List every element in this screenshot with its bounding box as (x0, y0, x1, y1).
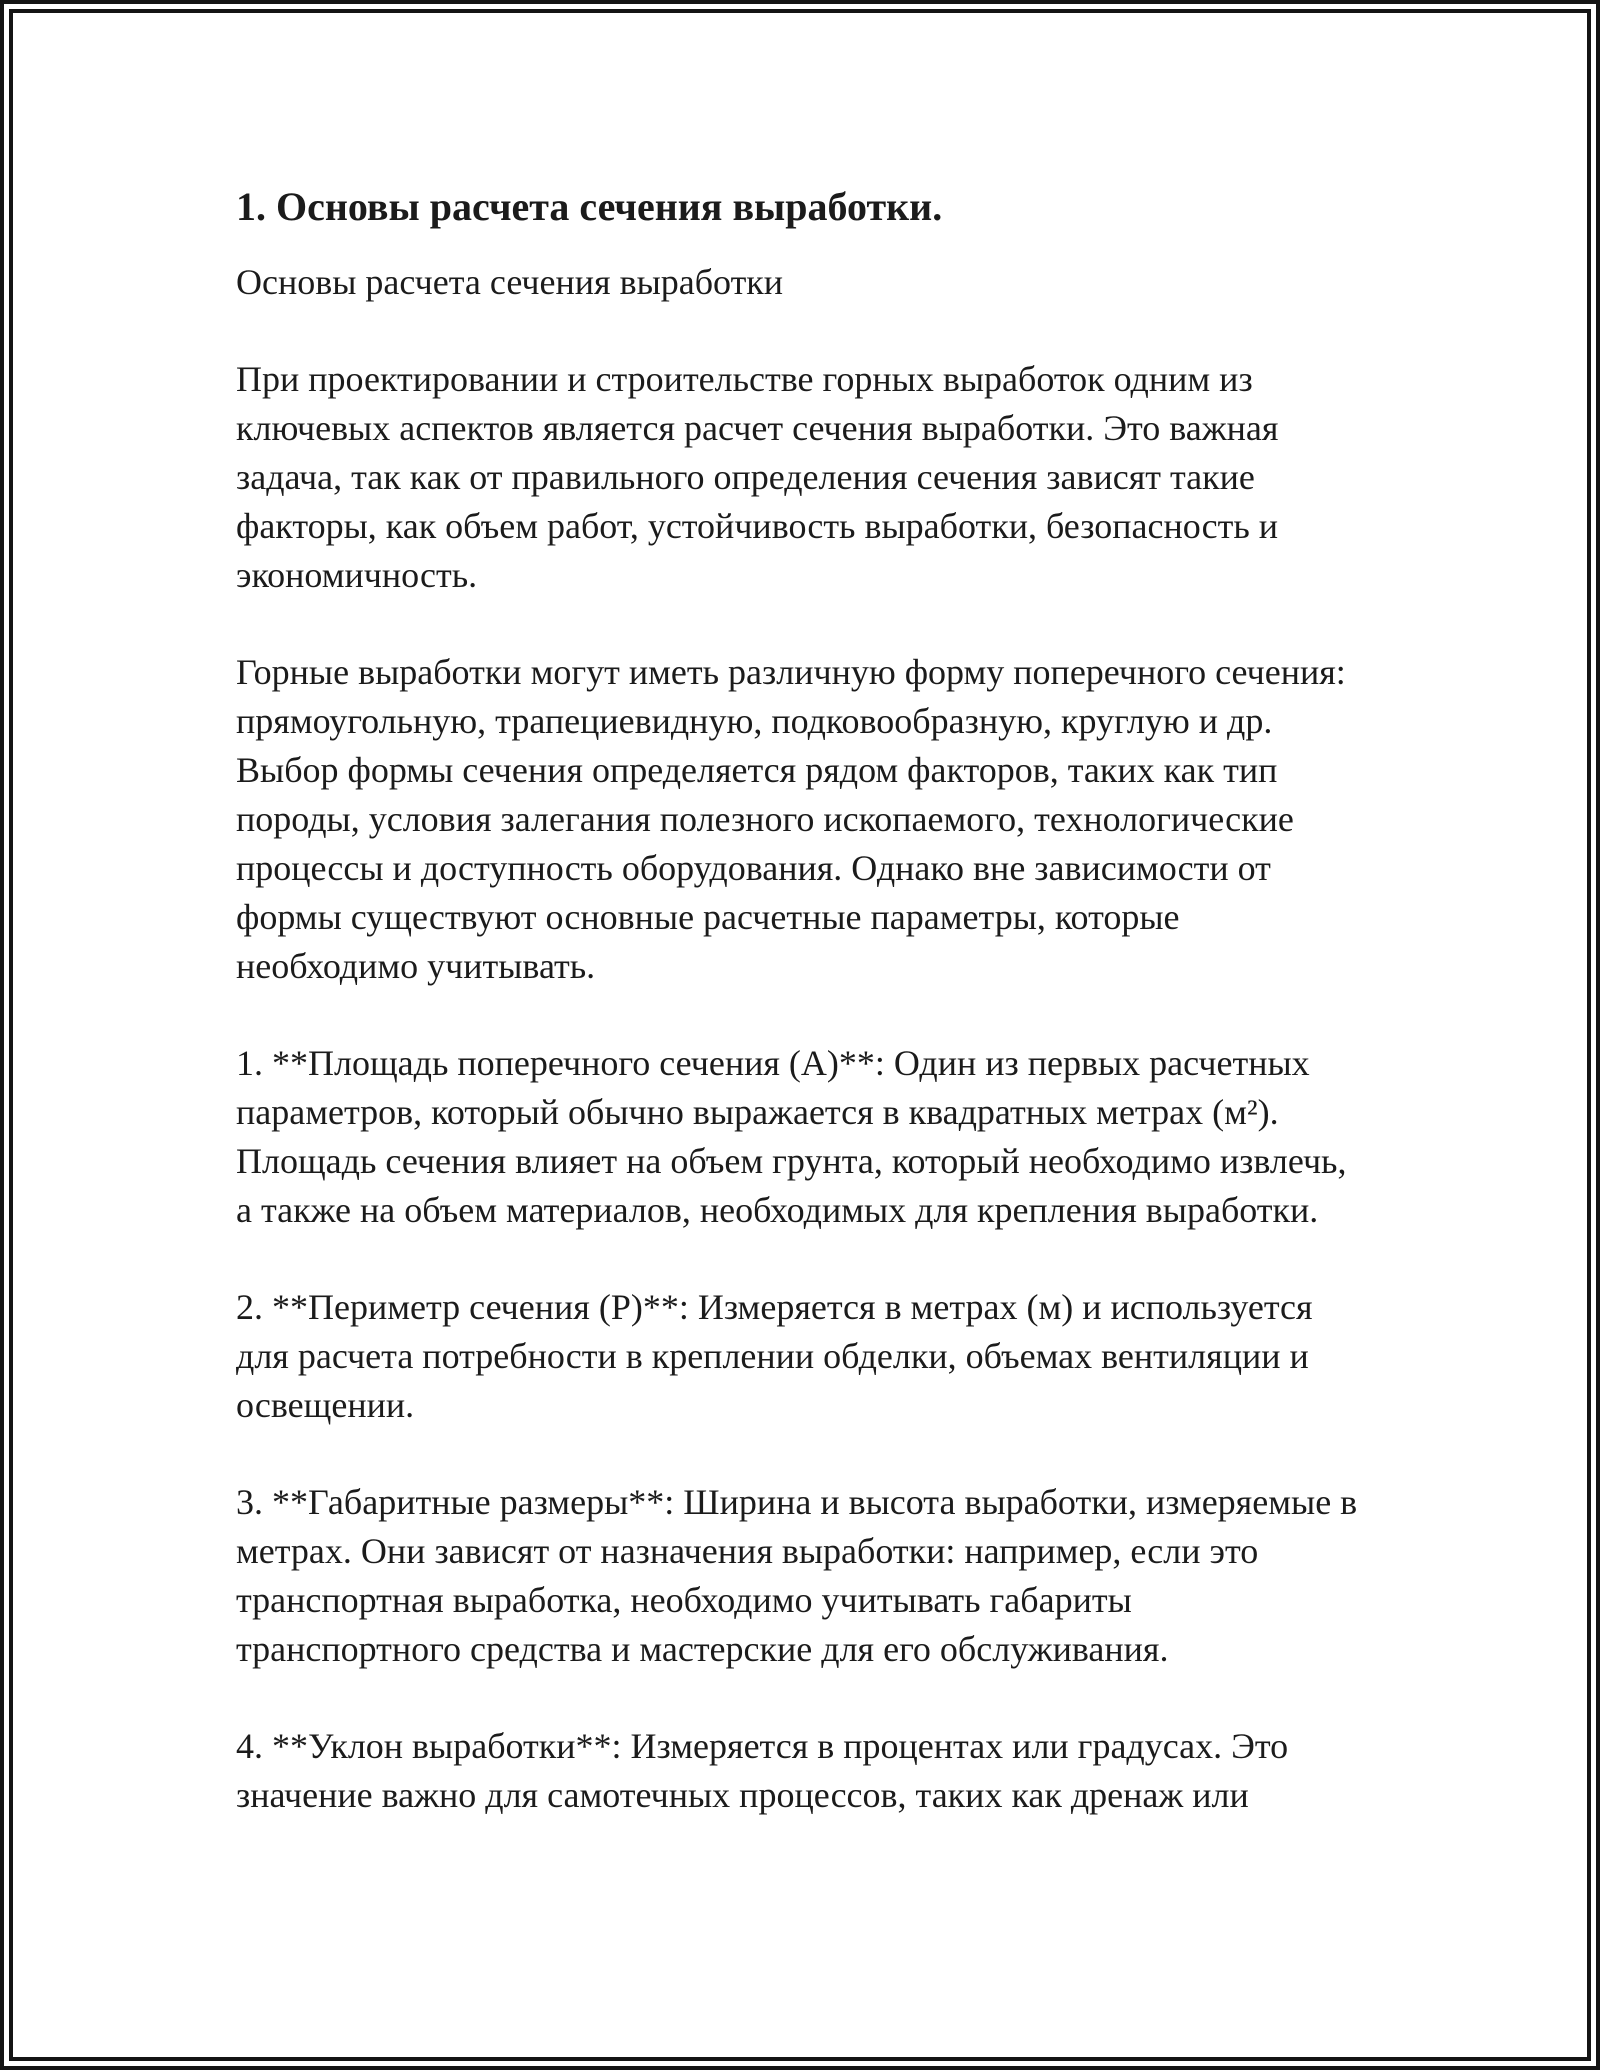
page-border-inner (9, 9, 1591, 2061)
paragraph-intro: При проектировании и строительстве горных выработок одним из ключевых аспектов является расчет сечения выработки. Это важная задача, так как от правильного определения сечения зависят такие факторы, как объем работ, устойчивость выработки, безопасность и экономичность. (236, 359, 1279, 595)
list-item-slope: 4. **Уклон выработки**: Измеряется в процентах или градусах. Это значение важно для самотечных процессов, таких как дренаж или (236, 1726, 1289, 1815)
page-title: 1. Основы расчета сечения выработки. (236, 184, 943, 229)
list-item-perimeter: 2. **Периметр сечения (P)**: Измеряется в метрах (м) и используется для расчета потребности в креплении обделки, объемах вентиляции и освещении. (236, 1287, 1313, 1425)
page-subtitle: Основы расчета сечения выработки (236, 262, 784, 302)
paragraph-section-shapes: Горные выработки могут иметь различную форму поперечного сечения: прямоугольную, трапециевидную, подковообразную, круглую и др. Выбор формы сечения определяется рядом факторов, таких как тип породы, условия залегания полезного ископаемого, технологические процессы и доступность оборудования. Однако вне зависимости от формы существуют основные расчетные параметры, которые необходимо учитывать. (236, 652, 1346, 986)
document-page (236, 13, 1358, 1820)
list-item-overall-dimensions: 3. **Габаритные размеры**: Ширина и высота выработки, измеряемые в метрах. Они зависят от назначения выработки: например, если это транспортная выработка, необходимо учитывать габариты транспортного средства и мастерские для его обслуживания. (236, 1482, 1358, 1669)
list-item-cross-section-area: 1. **Площадь поперечного сечения (A)**: Один из первых расчетных параметров, который обычно выражается в квадратных метрах (м²). Площадь сечения влияет на объем грунта, который необходимо извлечь, а также на объем материалов, необходимых для крепления выработки. (236, 1043, 1347, 1230)
